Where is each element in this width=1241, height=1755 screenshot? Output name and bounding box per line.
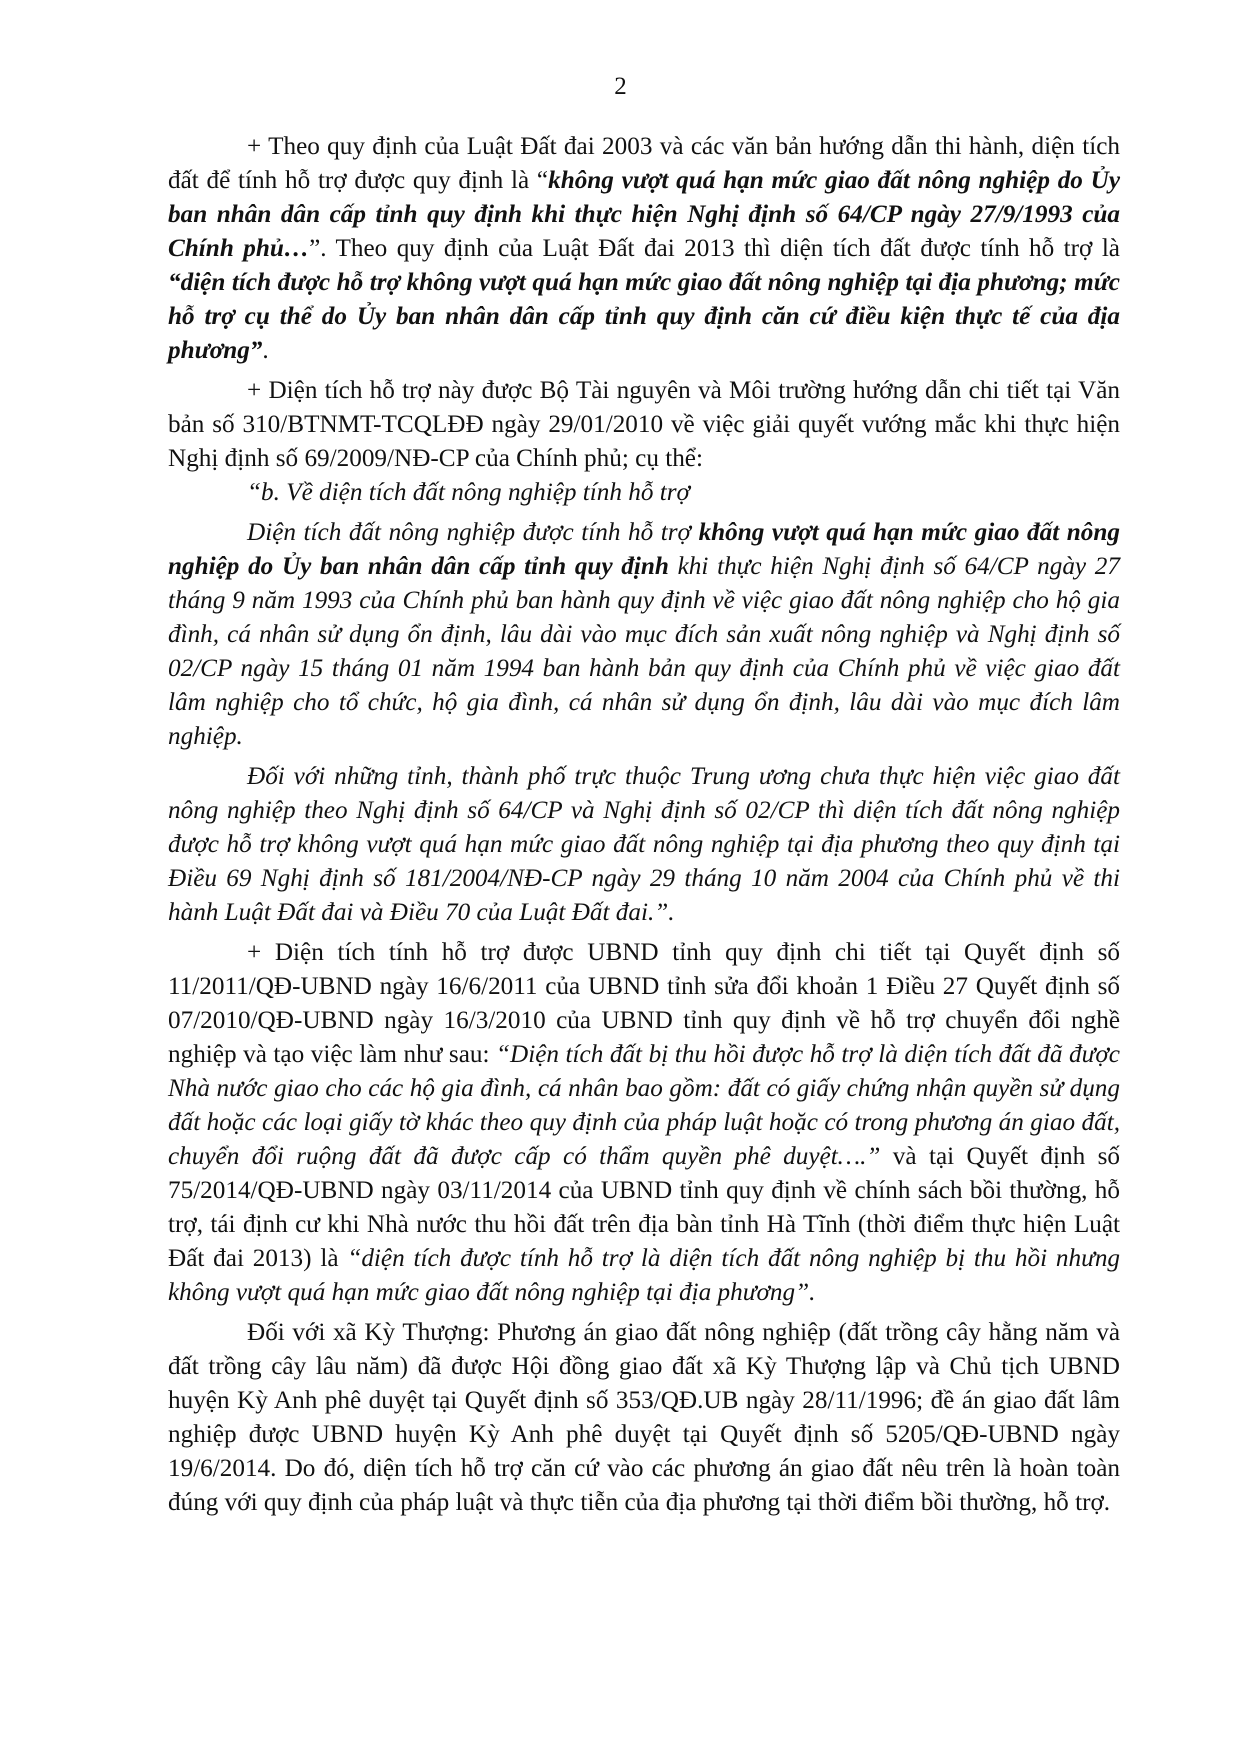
paragraph-quote-body-1 (168, 516, 1120, 754)
text-segment-bold-italic: “diện tích được hỗ trợ không vượt quá hạn mức giao đất nông nghiệp tại địa phương; mức hỗ trợ cụ thể do Ủy ban nhân dân cấp tỉnh quy định căn cứ điều kiện thực tế của địa phương” (168, 269, 1120, 364)
text-segment-bold-italic: không vượt quá hạn mức giao đất nông nghiệp do Ủy ban nhân dân cấp tỉnh quy định khi thực hiện Nghị định số 64/CP ngày 27/9/1993 của Chính phủ… (168, 167, 1121, 262)
text-segment-italic: “Diện tích đất bị thu hồi được hỗ trợ là diện tích đất đã được Nhà nước giao cho các hộ gia đình, cá nhân bao gồm: đất có giấy chứng nhận quyền sử dụng đất hoặc các loại giấy tờ khác theo quy định của pháp luật hoặc có trong phương án giao đất, chuyển đổi ruộng đất đã được cấp có thẩm quyền phê duyệt….” (168, 1041, 1120, 1170)
text-segment-italic: khi thực hiện Nghị định số 64/CP ngày 27 tháng 9 năm 1993 của Chính phủ ban hành quy định về việc giao đất nông nghiệp cho hộ gia đình, cá nhân sử dụng ổn định, lâu dài vào mục đích sản xuất nông nghiệp và Nghị định số 02/CP ngày 15 tháng 01 năm 1994 ban hành bản quy định của Chính phủ về việc giao đất lâm nghiệp cho tổ chức, hộ gia đình, cá nhân sử dụng ổn định, lâu dài vào mục đích lâm nghiệp. (168, 553, 1120, 750)
page-number: 2 (614, 73, 627, 100)
text-segment-bold-italic: không vượt quá hạn mức giao đất nông nghiệp do Ủy ban nhân dân cấp tỉnh quy định (168, 519, 1120, 580)
text-segment-italic: Diện tích đất nông nghiệp được tính hỗ trợ (247, 519, 699, 546)
paragraph-van-ban-310 (168, 374, 1120, 476)
document-body (168, 130, 1120, 1526)
text-segment: và tại Quyết định số 75/2014/QĐ-UBND ngày 03/11/2014 của UBND tỉnh quy định về chính sách bồi thường, hỗ trợ, tái định cư khi Nhà nước thu hồi đất trên địa bàn tỉnh Hà Tĩnh (thời điểm thực hiện Luật Đất đai 2013) là (168, 1143, 1120, 1272)
text-segment: . (262, 337, 269, 364)
text-segment-italic: “diện tích được tính hỗ trợ là diện tích đất nông nghiệp bị thu hồi nhưng không vượt quá hạn mức giao đất nông nghiệp tại địa phương”. (168, 1245, 1121, 1306)
text-segment: + Theo quy định của Luật Đất đai 2003 và các văn bản hướng dẫn thi hành, diện tích đất để tính hỗ trợ được quy định là “ (168, 133, 1120, 194)
paragraph-quote-body-2 (168, 760, 1120, 930)
text-segment: ”. Theo quy định của Luật Đất đai 2013 thì diện tích đất được tính hỗ trợ là (309, 235, 1120, 262)
paragraph-quote-heading (168, 476, 1120, 510)
paragraph-luat-dat-dai-2003 (168, 130, 1120, 368)
text-segment-italic: “b. Về diện tích đất nông nghiệp tính hỗ trợ (247, 479, 690, 506)
paragraph-xa-ky-thuong (168, 1316, 1120, 1520)
text-segment: + Diện tích hỗ trợ này được Bộ Tài nguyên và Môi trường hướng dẫn chi tiết tại Văn bản số 310/BTNMT-TCQLĐĐ ngày 29/01/2010 về việc giải quyết vướng mắc khi thực hiện Nghị định số 69/2009/NĐ-CP của Chính phủ; cụ thể: (168, 377, 1120, 472)
text-segment: Đối với xã Kỳ Thượng: Phương án giao đất nông nghiệp (đất trồng cây hằng năm và đất trồng cây lâu năm) đã được Hội đồng giao đất xã Kỳ Thượng lập và Chủ tịch UBND huyện Kỳ Anh phê duyệt tại Quyết định số 353/QĐ.UB ngày 28/11/1996; đề án giao đất lâm nghiệp được UBND huyện Kỳ Anh phê duyệt tại Quyết định số 5205/QĐ-UBND ngày 19/6/2014. Do đó, diện tích hỗ trợ căn cứ vào các phương án giao đất nêu trên là hoàn toàn đúng với quy định của pháp luật và thực tiễn của địa phương tại thời điểm bồi thường, hỗ trợ. (168, 1319, 1120, 1516)
text-segment-italic: Đối với những tỉnh, thành phố trực thuộc Trung ương chưa thực hiện việc giao đất nông nghiệp theo Nghị định số 64/CP và Nghị định số 02/CP thì diện tích đất nông nghiệp được hỗ trợ không vượt quá hạn mức giao đất nông nghiệp tại địa phương theo quy định tại Điều 69 Nghị định số 181/2004/NĐ-CP ngày 29 tháng 10 năm 2004 của Chính phủ về thi hành Luật Đất đai và Điều 70 của Luật Đất đai.”. (168, 763, 1120, 926)
text-segment: + Diện tích tính hỗ trợ được UBND tỉnh quy định chi tiết tại Quyết định số 11/2011/QĐ-UBND ngày 16/6/2011 của UBND tỉnh sửa đổi khoản 1 Điều 27 Quyết định số 07/2010/QĐ-UBND ngày 16/3/2010 của UBND tỉnh quy định về hỗ trợ chuyển đổi nghề nghiệp và tạo việc làm như sau: (168, 939, 1120, 1068)
paragraph-ubnd-tinh-quy-dinh (168, 936, 1120, 1310)
